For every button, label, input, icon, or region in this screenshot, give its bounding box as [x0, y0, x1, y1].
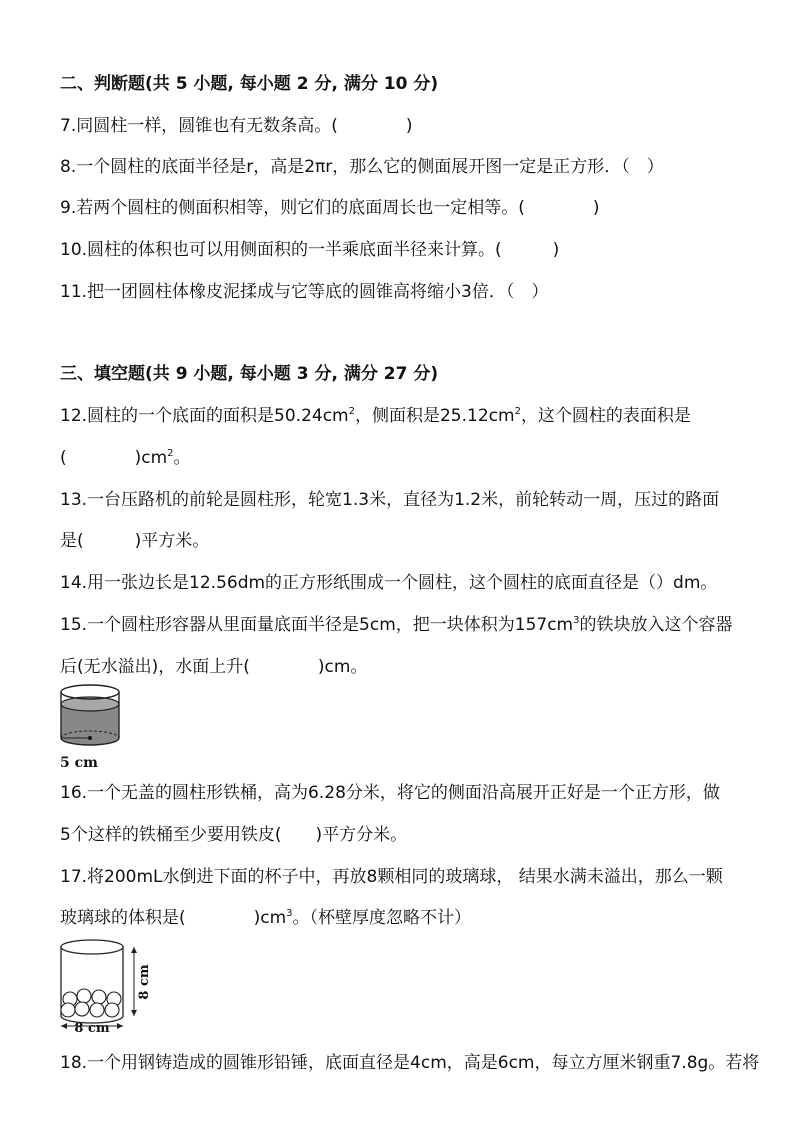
- radius-label: 5 cm: [60, 755, 98, 770]
- question-12-text-c: ，这个圆柱的表面积是: [520, 406, 691, 426]
- question-12-text-b: ，侧面积是25.12cm: [354, 406, 515, 426]
- cup-top-rim: [61, 940, 123, 954]
- question-17-line-1: 17.将200mL水倒进下面的杯子中，再放8颗相同的玻璃球， 结果水满未溢出，那么一颗: [60, 867, 723, 887]
- cylinder-water-figure: [58, 684, 128, 770]
- cup-glass-balls-figure: [54, 936, 158, 1038]
- question-11: 11.把一团圆柱体橡皮泥揉成与它等底的圆锥高将缩小3倍．（ ）: [60, 282, 549, 302]
- question-17-line-2: [60, 906, 770, 930]
- superscript-2: 2: [167, 448, 174, 459]
- glass-ball: [61, 1003, 75, 1017]
- superscript-2: 2: [514, 406, 521, 417]
- question-12-text-a: 12.圆柱的一个底面的面积是50.24cm: [60, 406, 349, 426]
- question-17-text-a: 玻璃球的体积是( )cm: [60, 908, 287, 928]
- superscript-3: 3: [286, 908, 293, 919]
- glass-ball: [90, 1003, 104, 1017]
- question-13-line-1: 13.一台压路机的前轮是圆柱形，轮宽1.3米，直径为1.2米，前轮转动一周，压过的路面: [60, 490, 720, 510]
- glass-ball: [105, 1003, 119, 1017]
- question-15-line-2: 后(无水溢出)，水面上升( )cm。: [60, 657, 368, 677]
- superscript-3: 3: [573, 615, 580, 626]
- question-17-text-b: 。（杯壁厚度忽略不计）: [292, 908, 472, 928]
- question-15-text-b: 的铁块放入这个容器: [579, 615, 733, 635]
- question-12-line-1: [60, 404, 770, 428]
- section-heading-fill-blank: 三、填空题(共 9 小题, 每小题 3 分, 满分 27 分): [60, 364, 439, 384]
- glass-ball: [92, 990, 106, 1004]
- question-12-line-2: [60, 446, 770, 470]
- question-13-line-2: 是( )平方米。: [60, 531, 210, 551]
- glass-ball: [77, 989, 91, 1003]
- question-12-end: 。: [173, 448, 191, 468]
- question-15-line-1: [60, 613, 770, 637]
- height-label: 8 cm: [137, 964, 152, 1000]
- question-16-line-2: 5个这样的铁桶至少要用铁皮( )平方分米。: [60, 825, 408, 845]
- question-10: 10.圆柱的体积也可以用侧面积的一半乘底面半径来计算。( ): [60, 240, 560, 260]
- question-16-line-1: 16.一个无盖的圆柱形铁桶，高为6.28分米，将它的侧面沿高展开正好是一个正方形，做: [60, 783, 720, 803]
- question-8: 8.一个圆柱的底面半径是r，高是2πr，那么它的侧面展开图一定是正方形．（ ）: [60, 157, 664, 177]
- question-15-text-a: 15.一个圆柱形容器从里面量底面半径是5cm，把一块体积为157cm: [60, 615, 574, 635]
- superscript-2: 2: [348, 406, 355, 417]
- question-9: 9.若两个圆柱的侧面积相等，则它们的底面周长也一定相等。( ): [60, 198, 600, 218]
- glass-balls: [61, 989, 121, 1017]
- question-7: 7.同圆柱一样，圆锥也有无数条高。( ): [60, 116, 413, 136]
- question-18-line-1: 18.一个用钢铸造成的圆锥形铅锤，底面直径是4cm，高是6cm，每立方厘米钢重7.8g。若将: [60, 1053, 760, 1073]
- question-14: 14.用一张边长是12.56dm的正方形纸围成一个圆柱，这个圆柱的底面直径是（）dm。: [60, 573, 718, 593]
- glass-ball: [75, 1002, 89, 1016]
- question-12-blank: ( )cm: [60, 448, 168, 468]
- section-heading-judgement: 二、判断题(共 5 小题, 每小题 2 分, 满分 10 分): [60, 74, 439, 94]
- width-label: 8 cm: [74, 1021, 110, 1036]
